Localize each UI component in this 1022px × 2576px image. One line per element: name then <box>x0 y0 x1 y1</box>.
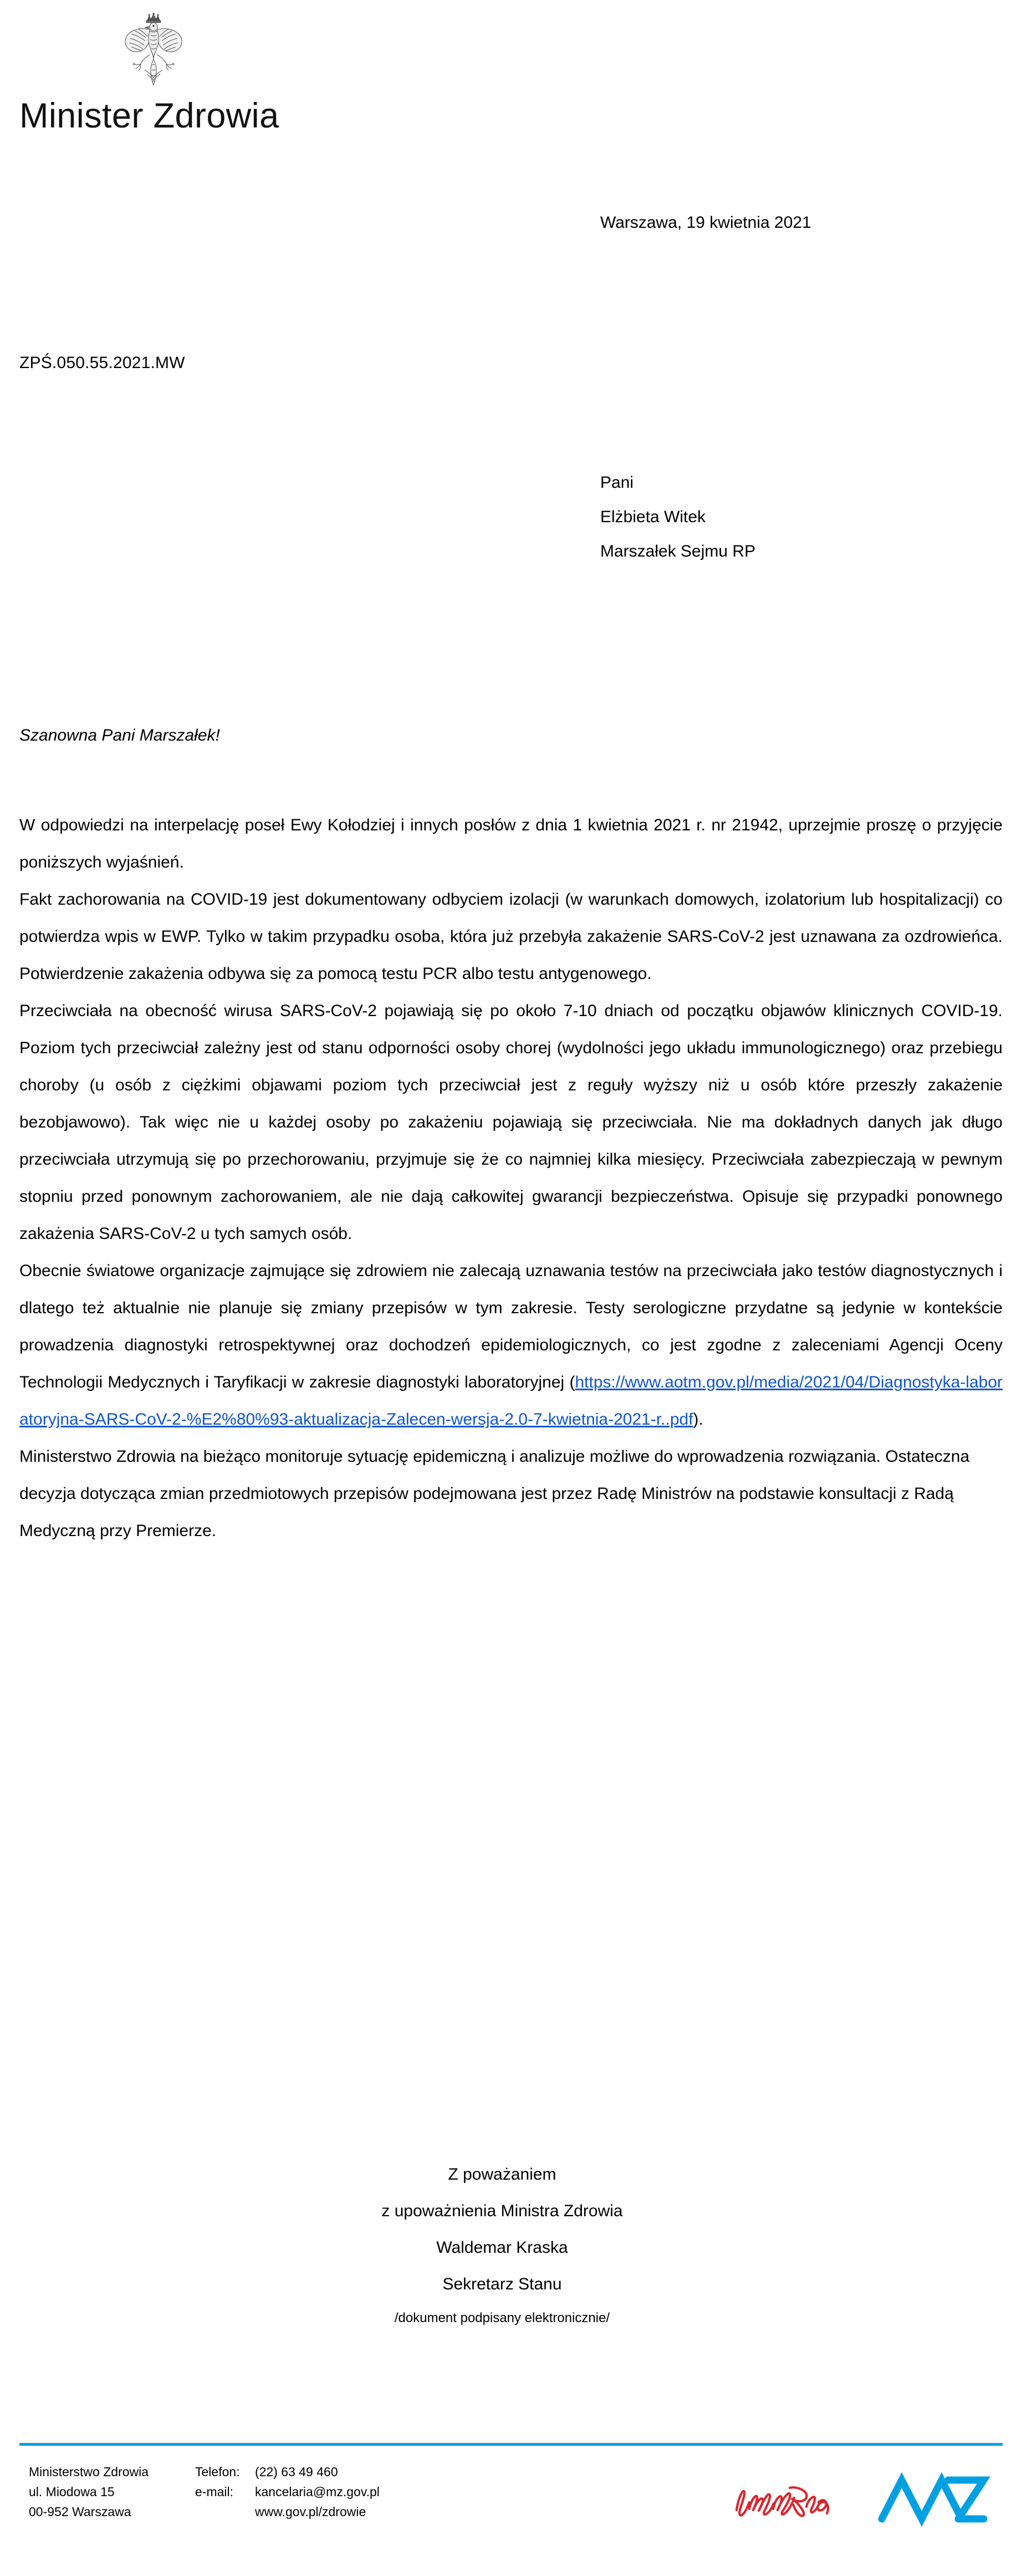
footer-street: ul. Miodowa 15 <box>29 2485 115 2499</box>
footer-email-value[interactable]: kancelaria@mz.gov.pl <box>255 2485 380 2499</box>
paragraph-5: Ministerstwo Zdrowia na bieżąco monitoruje sytuację epidemiczną i analizuje możliwe do wprowadzenia rozwiązania. Ostateczna decyzja dotycząca zmian przedmiotowych przepisów podejmowana jest przez Radę Ministrów na podstawie konsultacji z Radą Medyczną przy Premierze. <box>19 1447 970 1540</box>
signature-position: Sekretarz Stanu <box>442 2275 562 2293</box>
footer-web-label <box>195 2502 255 2522</box>
addressee-salutation-title: Pani <box>600 473 634 492</box>
paragraph-1: W odpowiedzi na interpelację poseł Ewy Kołodziej i innych posłów z dnia 1 kwietnia 2021 r. nr 21942, uprzejmie proszę o przyjęcie poniższych wyjaśnień. <box>19 816 1003 871</box>
footer-contact-values-column <box>255 2462 380 2522</box>
reference-number: ZPŚ.050.55.2021.MW <box>19 354 185 372</box>
footer-phone-label: Telefon: <box>195 2465 240 2479</box>
footer-city: 00-952 Warszawa <box>29 2504 131 2519</box>
footer-website-value[interactable]: www.gov.pl/zdrowie <box>255 2504 366 2519</box>
footer-contact-details <box>29 2462 380 2522</box>
signature-name: Waldemar Kraska <box>436 2238 568 2257</box>
aotm-guidelines-link[interactable]: https://www.aotm.gov.pl/media/2021/04/Diagnostyka-laboratoryjna-SARS-CoV-2-%E2%80%93-aktualizacja-Zalecen-wersja-2.0-7-kwietnia-2021-r..pdf <box>19 1373 1003 1429</box>
niepodlegla-script-logo-icon <box>732 2473 843 2524</box>
footer-divider-rule <box>19 2443 1003 2446</box>
signature-authority: z upoważnienia Ministra Zdrowia <box>381 2202 623 2220</box>
polish-eagle-emblem-icon <box>121 10 186 88</box>
addressee-position: Marszałek Sejmu RP <box>600 542 756 560</box>
addressee-name: Elżbieta Witek <box>600 508 706 526</box>
emblem-container <box>0 10 1022 88</box>
place-and-date: Warszawa, 19 kwietnia 2021 <box>600 213 811 232</box>
letter-body <box>19 807 1003 1549</box>
footer-address-column <box>29 2462 195 2522</box>
footer-email-label: e-mail: <box>195 2485 234 2499</box>
footer-content <box>19 2457 1003 2568</box>
footer-logos <box>732 2457 1003 2541</box>
mz-zigzag-logo-icon <box>875 2466 1003 2532</box>
signature-block <box>19 2156 1003 2334</box>
footer-phone-value: (22) 63 49 460 <box>255 2465 338 2479</box>
electronic-signature-note: /dokument podpisany elektronicznie/ <box>394 2310 610 2325</box>
letterhead-title: Minister Zdrowia <box>19 96 279 135</box>
addressee-block <box>600 466 755 569</box>
salutation: Szanowna Pani Marszałek! <box>19 726 220 744</box>
footer-org-name: Ministerstwo Zdrowia <box>29 2465 149 2479</box>
signature-closing: Z poważaniem <box>448 2165 556 2184</box>
footer-contact-labels-column <box>195 2462 255 2522</box>
paragraph-2: Fakt zachorowania na COVID-19 jest dokumentowany odbyciem izolacji (w warunkach domowych, izolatorium lub hospitalizacji) co potwierdza wpis w EWP. Tylko w takim przypadku osoba, która już przebyła zakażenie SARS-CoV-2 jest uznawana za ozdrowieńca. Potwierdzenie zakażenia odbywa się za pomocą testu PCR albo testu antygenowego. <box>19 890 1003 983</box>
letterhead <box>0 0 1022 134</box>
paragraph-4 <box>19 1252 1003 1438</box>
paragraph-4-lead-text: Obecnie światowe organizacje zajmujące się zdrowiem nie zalecają uznawania testów na przeciwciała jako testów diagnostycznych i dlatego też aktualnie nie planuje się zmiany przepisów w tym zakresie. Testy serologiczne przydatne są jedynie w kontekście prowadzenia diagnostyki retrospektywnej oraz dochodzeń epidemiologicznych, co jest zgodne z zaleceniami Agencji Oceny Technologii Medycznych i Taryfikacji w zakresie diagnostyki laboratoryjnej ( <box>19 1262 1003 1391</box>
paragraph-3: Przeciwciała na obecność wirusa SARS-CoV-2 pojawiają się po około 7-10 dniach od początku objawów klinicznych COVID-19. Poziom tych przeciwciał zależny jest od stanu odporności osoby chorej (wydolności jego układu immunologicznego) oraz przebiegu choroby (u osób z ciężkimi objawami poziom tych przeciwciał jest z reguły wyższy niż u osób które przeszły zakażenie bezobjawowo). Tak więc nie u każdej osoby po zakażeniu pojawiają się przeciwciała. Nie ma dokładnych danych jak długo przeciwciała utrzymują się po przechorowaniu, przyjmuje się że co najmniej kilka miesięcy. Przeciwciała zabezpieczają w pewnym stopniu przed ponownym zachorowaniem, ale nie dają całkowitej gwarancji bezpieczeństwa. Opisuje się przypadki ponownego zakażenia SARS-CoV-2 u tych samych osób. <box>19 1002 1003 1243</box>
paragraph-4-trailing-text: ). <box>693 1410 703 1429</box>
page-footer <box>0 2443 1022 2576</box>
